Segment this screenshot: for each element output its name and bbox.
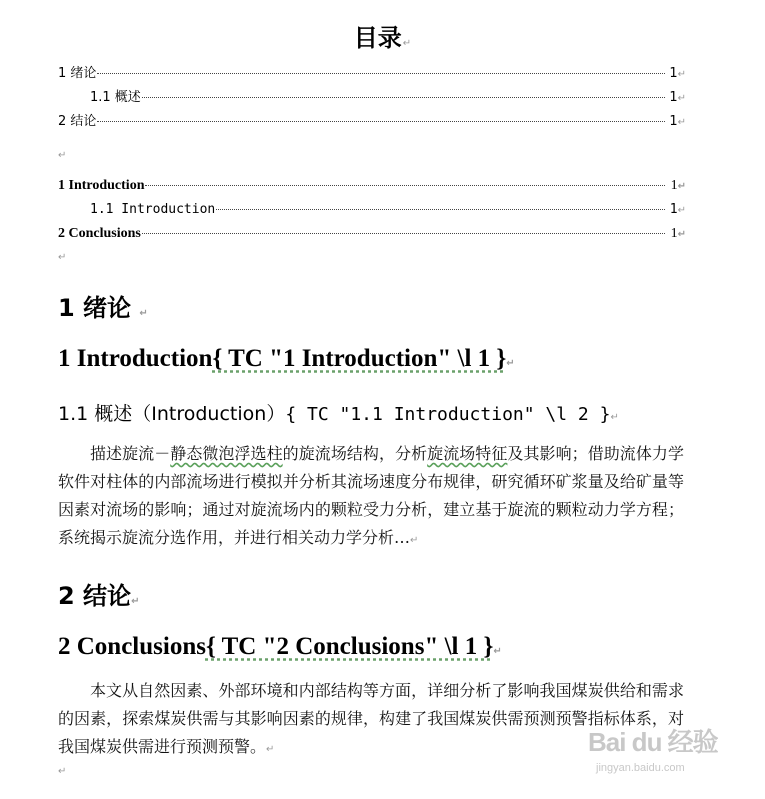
return-mark: ↵ [402,38,412,49]
toc-entry[interactable] [90,86,686,106]
return-mark: ↵ [266,744,275,755]
toc-entry[interactable] [58,226,686,246]
toc-entry[interactable] [58,62,686,82]
heading-2 [58,399,619,426]
grammar-flag: 静态微泡浮选柱 [170,444,283,463]
toc-entry[interactable] [58,110,686,130]
tc-field-code[interactable]: { TC "1.1 Introduction" \l 2 } [285,404,611,425]
dot-leader [97,73,664,74]
toc-entry-label: 1 绪论 [58,66,97,81]
return-mark: ↵ [493,646,502,657]
tc-field-code[interactable]: { TC "1 Introduction" \l 1 } [212,345,507,372]
return-mark: ↵ [506,358,515,369]
toc-entry[interactable] [58,178,686,198]
toc-entry-page: 1 [669,202,678,217]
dot-leader [97,121,664,122]
text-run: 描述旋流－ [90,444,171,463]
heading-text: 1 Introduction [58,345,213,372]
toc-entry-page: 1 [670,226,678,241]
toc-title [0,18,765,53]
return-mark: ↵ [58,766,67,777]
text-run: 本文从自然因素、外部环境和内部结构等方面，详细分析了影响我国煤炭供给和需求的因素，探索煤炭供需与其影响因素的规律，构建了我国煤炭供需预测预警指标体系，对我国煤炭供需进行预测预警。 [58,681,684,756]
return-mark: ↵ [677,205,686,216]
return-mark: ↵ [131,596,140,607]
watermark-logo: Bai du 经验 [588,727,718,757]
heading-1-en [58,345,515,373]
return-mark: ↵ [677,229,686,240]
toc-entry-page: 1 [669,66,678,81]
return-mark: ↵ [410,535,419,546]
body-paragraph [58,440,684,555]
toc-title-text: 目录 [353,24,402,52]
toc-entry[interactable] [90,202,686,222]
return-mark: ↵ [677,117,686,128]
return-mark: ↵ [677,181,686,192]
heading-1-zh [58,288,148,323]
heading-1-en [58,633,502,661]
return-mark: ↵ [610,412,619,423]
toc-entry-label: 2 Conclusions [58,226,141,241]
return-mark: ↵ [139,308,148,319]
dot-leader [216,209,664,210]
return-mark: ↵ [58,252,67,263]
return-mark: ↵ [58,150,67,161]
baidu-jingyan-watermark [588,722,718,774]
heading-1-zh [58,576,139,611]
dot-leader [142,97,665,98]
toc-entry-page: 1 [670,178,678,193]
toc-entry-label: 1.1 概述 [90,90,141,105]
watermark-url: jingyan.baidu.com [596,762,685,774]
toc-entry-page: 1 [669,114,678,129]
toc-entry-label: 1 Introduction [58,178,145,193]
return-mark: ↵ [677,93,686,104]
grammar-flag: 旋流场特征 [427,444,508,463]
toc-entry-label: 1.1 Introduction [90,202,216,217]
heading-text: 1.1 概述（Introduction） [58,403,286,425]
toc-entry-label: 2 结论 [58,114,97,129]
dot-leader [145,185,664,186]
tc-field-code[interactable]: { TC "2 Conclusions" \l 1 } [205,633,494,660]
heading-text: 2 结论 [58,582,132,610]
text-run: 的旋流场结构，分析 [282,444,428,463]
return-mark: ↵ [677,69,686,80]
dot-leader [142,233,665,234]
heading-text: 2 Conclusions [58,633,206,660]
heading-text: 1 绪论 [58,294,132,322]
text-run: 及其影响；借助流体力学软件对柱体的内部流场进行模拟并分析其流场速度分布规律，研究循环矿浆量及给矿量等因素对流场的影响；通过对旋流场内的颗粒受力分析，建立基于旋流的颗粒动力学方程；系统揭示旋流分选作用，并进行相关动力学分析… [58,444,684,547]
toc-entry-page: 1 [669,90,678,105]
